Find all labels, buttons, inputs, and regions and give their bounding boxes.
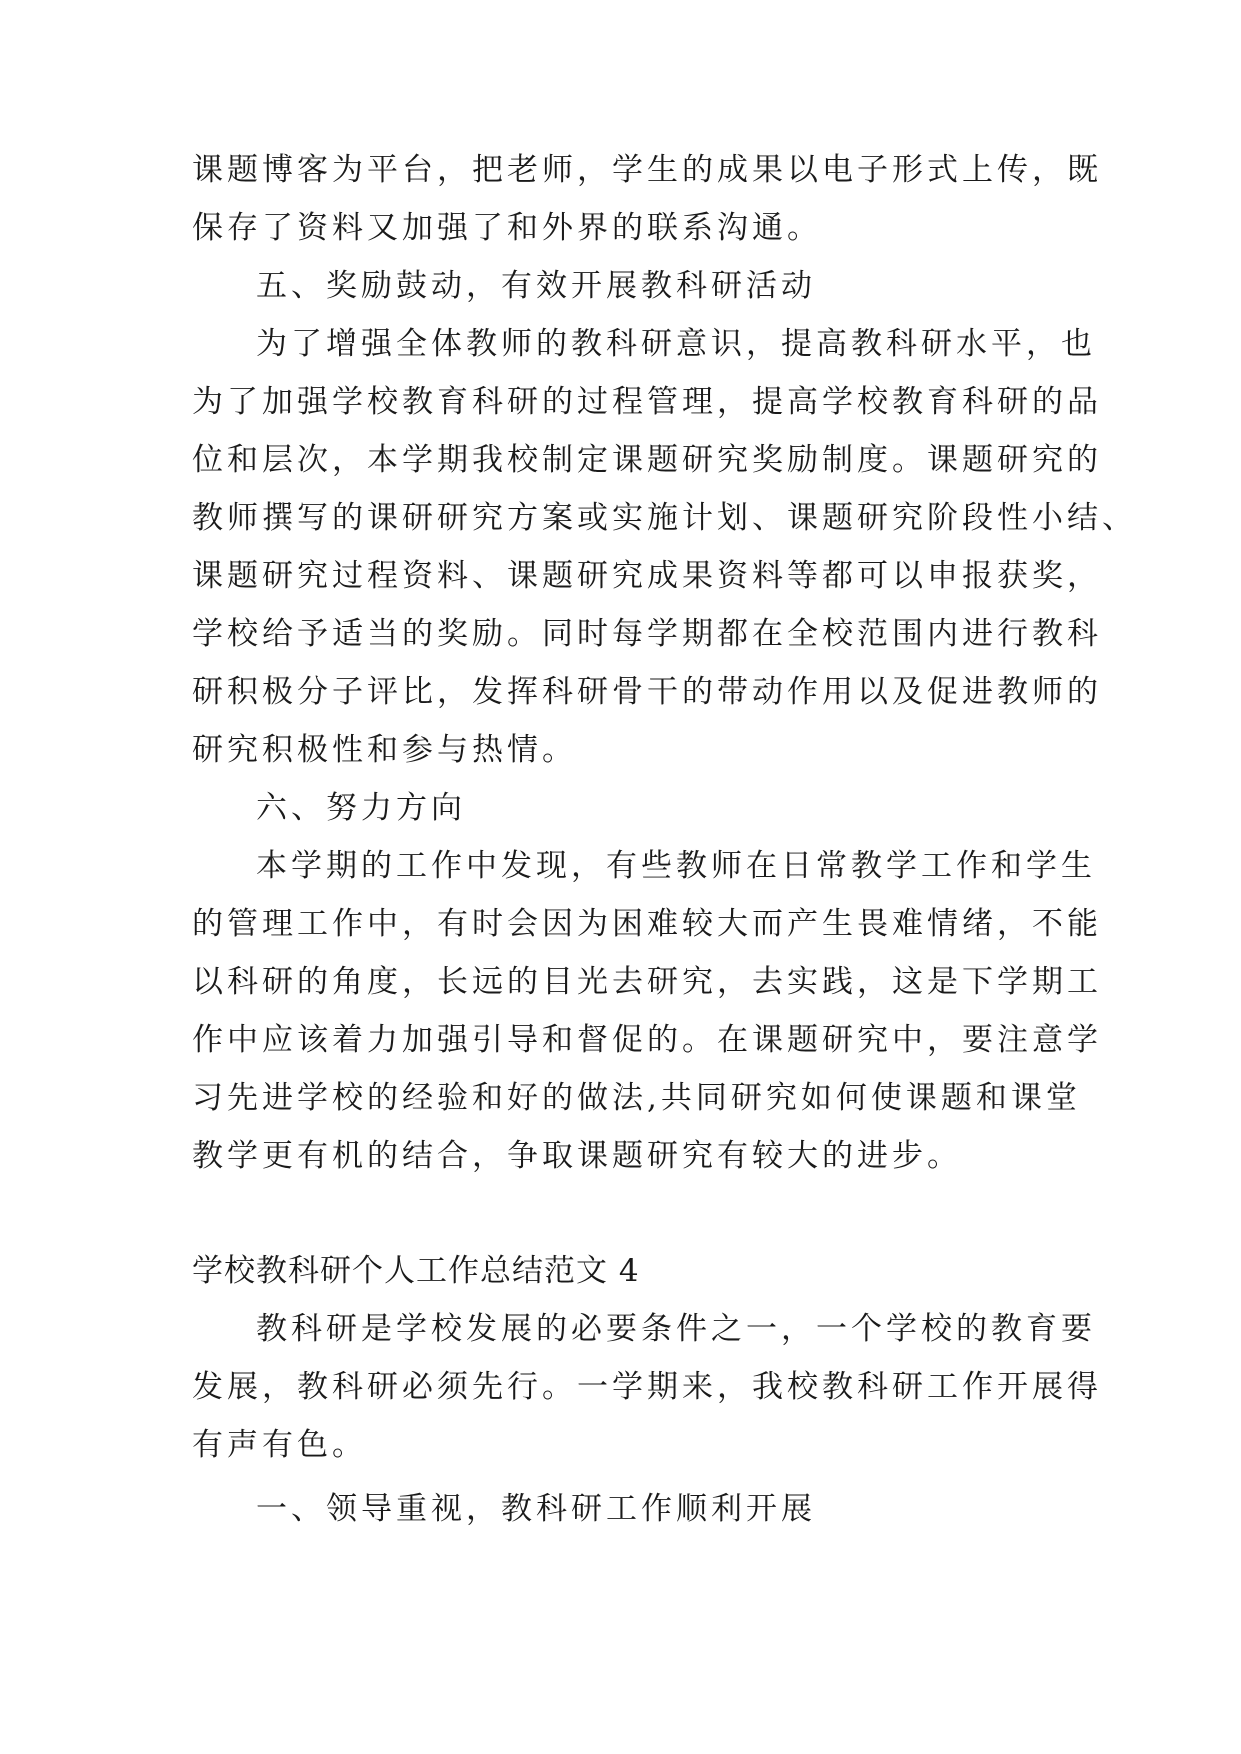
paragraph-line: 课题研究过程资料、课题研究成果资料等都可以申报获奖， xyxy=(192,558,1102,594)
paragraph-line: 为了增强全体教师的教科研意识，提高教科研水平，也 xyxy=(256,326,1096,362)
paragraph-line: 位和层次，本学期我校制定课题研究奖励制度。课题研究的 xyxy=(192,442,1102,478)
paragraph-line: 作中应该着力加强引导和督促的。在课题研究中，要注意学 xyxy=(192,1022,1102,1058)
paragraph-line: 习先进学校的经验和好的做法,共同研究如何使课题和课堂 xyxy=(192,1080,1081,1116)
paragraph-line: 有声有色。 xyxy=(192,1427,367,1463)
section-heading: 一、领导重视，教科研工作顺利开展 xyxy=(256,1491,816,1527)
paragraph-line: 课题博客为平台，把老师，学生的成果以电子形式上传，既 xyxy=(192,152,1102,188)
paragraph-line: 教学更有机的结合，争取课题研究有较大的进步。 xyxy=(192,1138,962,1174)
paragraph-line: 保存了资料又加强了和外界的联系沟通。 xyxy=(192,210,822,246)
paragraph-line: 学校给予适当的奖励。同时每学期都在全校范围内进行教科 xyxy=(192,616,1102,652)
paragraph-line: 为了加强学校教育科研的过程管理，提高学校教育科研的品 xyxy=(192,384,1102,420)
section-heading: 六、努力方向 xyxy=(256,790,466,826)
document-title: 学校教科研个人工作总结范文 4 xyxy=(192,1253,640,1289)
section-heading: 五、奖励鼓动，有效开展教科研活动 xyxy=(256,268,816,304)
paragraph-line: 的管理工作中，有时会因为困难较大而产生畏难情绪，不能 xyxy=(192,906,1102,942)
paragraph-line: 教师撰写的课研研究方案或实施计划、课题研究阶段性小结、 xyxy=(192,500,1137,536)
paragraph-line: 发展，教科研必须先行。一学期来，我校教科研工作开展得 xyxy=(192,1369,1102,1405)
paragraph-line: 研积极分子评比，发挥科研骨干的带动作用以及促进教师的 xyxy=(192,674,1102,710)
paragraph-line: 本学期的工作中发现，有些教师在日常教学工作和学生 xyxy=(256,848,1096,884)
paragraph-line: 教科研是学校发展的必要条件之一，一个学校的教育要 xyxy=(256,1311,1096,1347)
paragraph-line: 以科研的角度，长远的目光去研究，去实践，这是下学期工 xyxy=(192,964,1102,1000)
paragraph-line: 研究积极性和参与热情。 xyxy=(192,732,577,768)
